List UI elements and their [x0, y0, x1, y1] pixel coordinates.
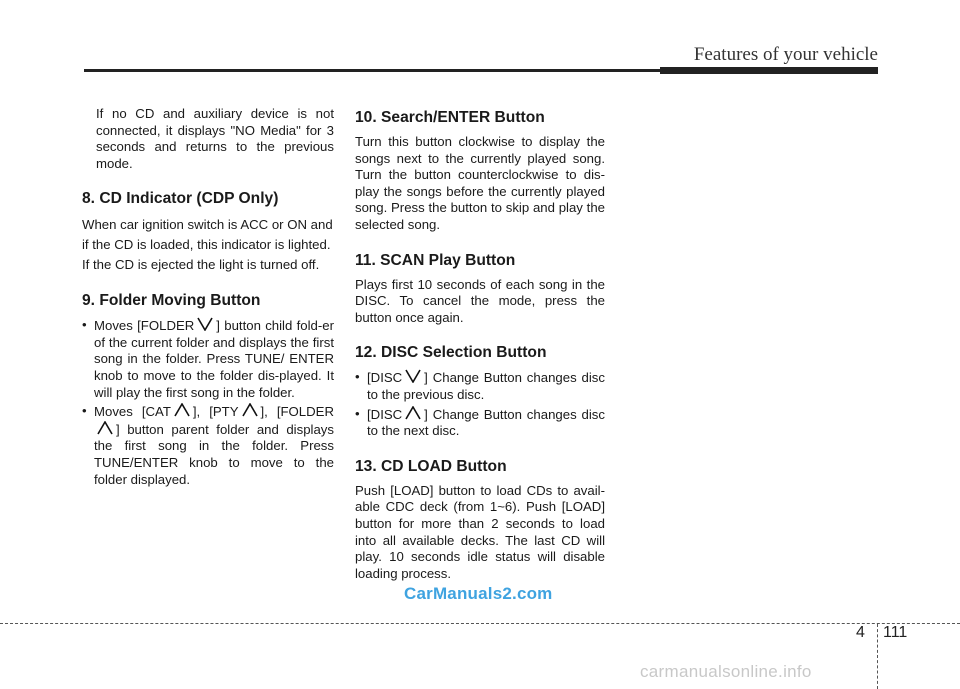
scan-play-body: Plays first 10 seconds of each song in the DISC. To cancel the mode, press the button once again.: [355, 276, 605, 325]
header-rule-accent: [660, 67, 878, 74]
cd-indicator-body: When car ignition switch is ACC or ON and if the CD is loaded, this indicator is lighted. If the CD is ejected the light is turned off.: [82, 217, 333, 272]
left-column: [82, 106, 334, 488]
pty-text: ], [PTY: [192, 404, 239, 420]
folder-down-text-pre: Moves [FOLDER: [94, 318, 195, 334]
disc-next-text-post: ] Change Button changes disc to the next disc.: [367, 406, 605, 439]
chevron-down-icon: [405, 369, 421, 383]
chevron-up-icon: [242, 403, 258, 417]
disc-previous-bullet: [355, 369, 605, 403]
cd-indicator-heading: 8. CD Indicator (CDP Only): [82, 190, 279, 208]
page-number: 111: [883, 624, 908, 641]
chevron-up-icon: [174, 403, 190, 417]
disc-previous-text-post: ] Change Button changes disc to the previous disc.: [367, 370, 605, 402]
site-watermark: carmanualsonline.info: [640, 662, 812, 681]
folder-down-bullet: [82, 317, 334, 401]
chevron-up-icon: [405, 406, 421, 420]
chapter-number: 4: [856, 624, 865, 641]
footer-rule: [0, 623, 960, 624]
intro-paragraph: If no CD and auxiliary device is not connected, it displays "NO Media" for 3 seconds and returns to the previous mode.: [96, 106, 334, 171]
search-enter-heading: 10. Search/ENTER Button: [355, 109, 545, 126]
folder-up-text-post: ] button parent folder and displays the first song in the folder. Press TUNE/ENTER knob to move to the folder displayed.: [94, 421, 334, 487]
folder-moving-heading: 9. Folder Moving Button: [82, 292, 261, 310]
folder-up-bullet: [82, 403, 334, 488]
folder-up-text: ], [FOLDER: [260, 404, 334, 420]
chevron-up-icon: [97, 421, 113, 435]
search-enter-body: Turn this button clockwise to display the songs next to the currently played song. Turn the button counterclockwise to dis-play the songs before the currently played song. Press the button to skip and play the selected song.: [355, 134, 605, 232]
cd-load-body: Push [LOAD] button to load CDs to avail-able CDC deck (from 1~6). Push [LOAD] button for more than 2 seconds to load into all available decks. The last CD will play. 10 seconds idle status will disable loading process.: [355, 482, 605, 581]
disc-next-bullet: [355, 406, 605, 440]
cd-load-heading: 13. CD LOAD Button: [355, 457, 507, 475]
disc-next-text-pre: [DISC: [367, 406, 403, 422]
right-column: [355, 106, 605, 582]
footer-divider: [877, 624, 878, 689]
chevron-down-icon: [197, 317, 213, 331]
disc-previous-text-pre: [DISC: [367, 370, 403, 386]
header-rule: [84, 69, 660, 72]
watermark-logo: CarManuals2.com: [404, 584, 553, 603]
scan-play-heading: 11. SCAN Play Button: [355, 251, 516, 269]
section-title: Features of your vehicle: [693, 44, 878, 65]
cat-text: Moves [CAT: [94, 404, 171, 420]
folder-down-text-post: ] button child fold-er of the current folder and displays the first song in the folder. Press TUNE/ ENTER knob to move to the folder dis-played. It will play the first song in the folder.: [94, 318, 334, 400]
disc-selection-heading: 12. DISC Selection Button: [355, 344, 547, 362]
